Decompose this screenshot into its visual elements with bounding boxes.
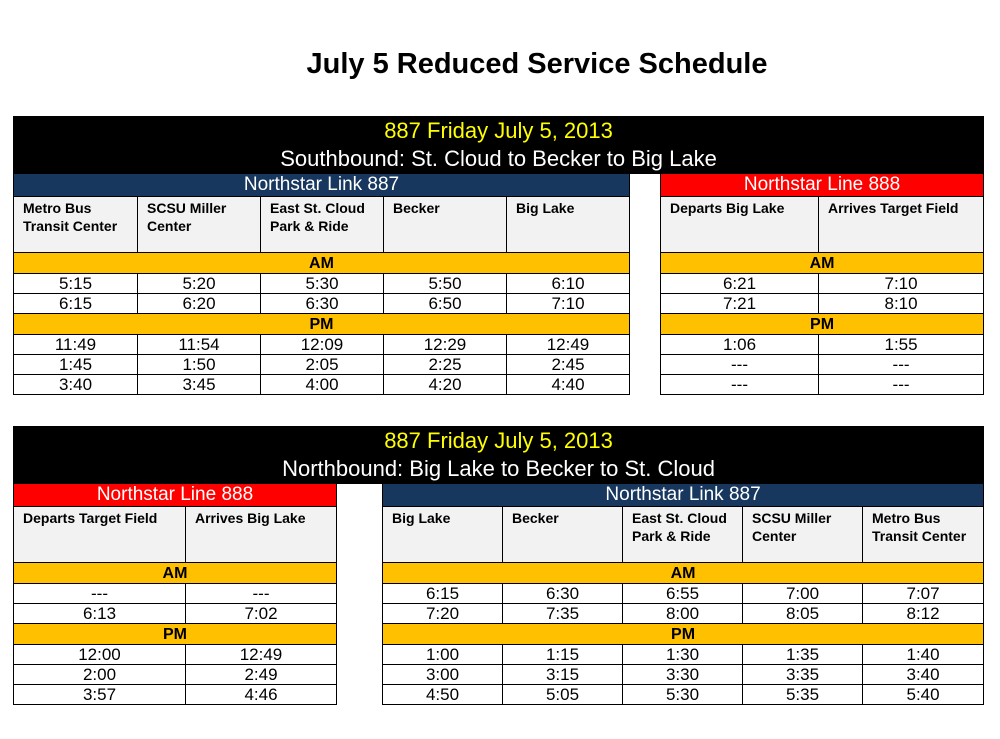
pm-label: PM (661, 314, 984, 335)
spacer (630, 375, 661, 395)
table-row (14, 645, 984, 665)
time-cell: --- (819, 355, 984, 375)
time-cell: 1:30 (623, 645, 743, 665)
time-cell: --- (186, 584, 337, 604)
table-row (14, 584, 984, 604)
southbound-line-888-label: Northstar Line 888 (661, 174, 984, 197)
time-cell: 4:46 (186, 685, 337, 705)
spacer (337, 624, 383, 645)
col-header: SCSU Miller Center (743, 507, 863, 563)
time-cell: 5:35 (743, 685, 863, 705)
time-cell: 7:35 (503, 604, 623, 624)
time-cell: 6:21 (661, 274, 819, 294)
time-cell: 6:15 (383, 584, 503, 604)
northbound-link-887-label: Northstar Link 887 (383, 484, 984, 507)
spacer (337, 507, 383, 563)
time-cell: 5:05 (503, 685, 623, 705)
southbound-header-row (14, 197, 984, 253)
col-header: Big Lake (383, 507, 503, 563)
time-cell: 12:49 (186, 645, 337, 665)
am-label: AM (14, 563, 337, 584)
spacer (630, 197, 661, 253)
am-label: AM (383, 563, 984, 584)
time-cell: 3:30 (623, 665, 743, 685)
northbound-title-row-2 (14, 455, 984, 484)
spacer (630, 174, 661, 197)
spacer (337, 604, 383, 624)
time-cell: 5:15 (14, 274, 138, 294)
time-cell: 3:45 (138, 375, 261, 395)
time-cell: 12:29 (384, 335, 507, 355)
table-row (14, 375, 984, 395)
table-row (14, 665, 984, 685)
col-header: Departs Target Field (14, 507, 186, 563)
time-cell: 2:25 (384, 355, 507, 375)
time-cell: 4:00 (261, 375, 384, 395)
southbound-direction-title: Southbound: St. Cloud to Becker to Big Lake (14, 145, 984, 174)
col-header: East St. Cloud Park & Ride (261, 197, 384, 253)
time-cell: 6:15 (14, 294, 138, 314)
spacer (337, 685, 383, 705)
time-cell: --- (661, 375, 819, 395)
northbound-pm-row (14, 624, 984, 645)
northbound-service-row (14, 484, 984, 507)
time-cell: 3:57 (14, 685, 186, 705)
southbound-pm-row (14, 314, 984, 335)
col-header: Metro Bus Transit Center (14, 197, 138, 253)
time-cell: 6:30 (261, 294, 384, 314)
time-cell: 6:30 (503, 584, 623, 604)
col-header: Big Lake (507, 197, 630, 253)
time-cell: 1:00 (383, 645, 503, 665)
time-cell: 5:50 (384, 274, 507, 294)
page-title: July 5 Reduced Service Schedule (306, 48, 768, 80)
spacer (337, 665, 383, 685)
time-cell: 3:40 (14, 375, 138, 395)
time-cell: 11:49 (14, 335, 138, 355)
time-cell: 3:00 (383, 665, 503, 685)
col-header: East St. Cloud Park & Ride (623, 507, 743, 563)
time-cell: 12:09 (261, 335, 384, 355)
time-cell: 8:05 (743, 604, 863, 624)
time-cell: 3:40 (863, 665, 984, 685)
time-cell: 4:20 (384, 375, 507, 395)
southbound-title-row-2 (14, 145, 984, 174)
time-cell: 5:30 (261, 274, 384, 294)
northbound-direction-title: Northbound: Big Lake to Becker to St. Cloud (14, 455, 984, 484)
time-cell: 7:02 (186, 604, 337, 624)
col-header: SCSU Miller Center (138, 197, 261, 253)
spacer (630, 274, 661, 294)
time-cell: 6:50 (384, 294, 507, 314)
time-cell: 11:54 (138, 335, 261, 355)
time-cell: 6:55 (623, 584, 743, 604)
col-header: Becker (384, 197, 507, 253)
time-cell: --- (819, 375, 984, 395)
col-header: Arrives Big Lake (186, 507, 337, 563)
northbound-title-row-1 (14, 427, 984, 456)
spacer (630, 355, 661, 375)
spacer (630, 314, 661, 335)
time-cell: 4:50 (383, 685, 503, 705)
time-cell: 1:40 (863, 645, 984, 665)
table-row (14, 355, 984, 375)
southbound-link-887-label: Northstar Link 887 (14, 174, 630, 197)
spacer (630, 253, 661, 274)
time-cell: 1:45 (14, 355, 138, 375)
northbound-header-row (14, 507, 984, 563)
time-cell: 6:10 (507, 274, 630, 294)
time-cell: 2:45 (507, 355, 630, 375)
time-cell: 8:10 (819, 294, 984, 314)
spacer (337, 484, 383, 507)
time-cell: 1:55 (819, 335, 984, 355)
am-label: AM (14, 253, 630, 274)
time-cell: --- (14, 584, 186, 604)
time-cell: 7:10 (819, 274, 984, 294)
spacer (630, 335, 661, 355)
time-cell: 1:15 (503, 645, 623, 665)
time-cell: 3:15 (503, 665, 623, 685)
table-row (14, 274, 984, 294)
northbound-am-row (14, 563, 984, 584)
northbound-schedule-table (13, 426, 984, 705)
time-cell: 5:30 (623, 685, 743, 705)
southbound-service-row (14, 174, 984, 197)
table-row (14, 604, 984, 624)
spacer (337, 584, 383, 604)
time-cell: 7:10 (507, 294, 630, 314)
southbound-date-title: 887 Friday July 5, 2013 (14, 117, 984, 146)
table-row (14, 335, 984, 355)
southbound-title-row-1 (14, 117, 984, 146)
col-header: Arrives Target Field (819, 197, 984, 253)
time-cell: 6:13 (14, 604, 186, 624)
table-row (14, 685, 984, 705)
time-cell: 8:00 (623, 604, 743, 624)
time-cell: 5:20 (138, 274, 261, 294)
am-label: AM (661, 253, 984, 274)
northbound-date-title: 887 Friday July 5, 2013 (14, 427, 984, 456)
time-cell: 1:06 (661, 335, 819, 355)
time-cell: 8:12 (863, 604, 984, 624)
time-cell: 12:49 (507, 335, 630, 355)
spacer (337, 563, 383, 584)
time-cell: 5:40 (863, 685, 984, 705)
southbound-schedule-table (13, 116, 984, 395)
col-header: Departs Big Lake (661, 197, 819, 253)
time-cell: 7:21 (661, 294, 819, 314)
southbound-am-row (14, 253, 984, 274)
table-row (14, 294, 984, 314)
time-cell: 2:49 (186, 665, 337, 685)
col-header: Metro Bus Transit Center (863, 507, 984, 563)
col-header: Becker (503, 507, 623, 563)
spacer (337, 645, 383, 665)
time-cell: 1:35 (743, 645, 863, 665)
time-cell: 1:50 (138, 355, 261, 375)
time-cell: 4:40 (507, 375, 630, 395)
time-cell: 7:20 (383, 604, 503, 624)
northbound-line-888-label: Northstar Line 888 (14, 484, 337, 507)
time-cell: 2:05 (261, 355, 384, 375)
time-cell: 2:00 (14, 665, 186, 685)
time-cell: 3:35 (743, 665, 863, 685)
time-cell: --- (661, 355, 819, 375)
pm-label: PM (383, 624, 984, 645)
time-cell: 7:00 (743, 584, 863, 604)
pm-label: PM (14, 314, 630, 335)
time-cell: 7:07 (863, 584, 984, 604)
spacer (630, 294, 661, 314)
time-cell: 12:00 (14, 645, 186, 665)
pm-label: PM (14, 624, 337, 645)
time-cell: 6:20 (138, 294, 261, 314)
